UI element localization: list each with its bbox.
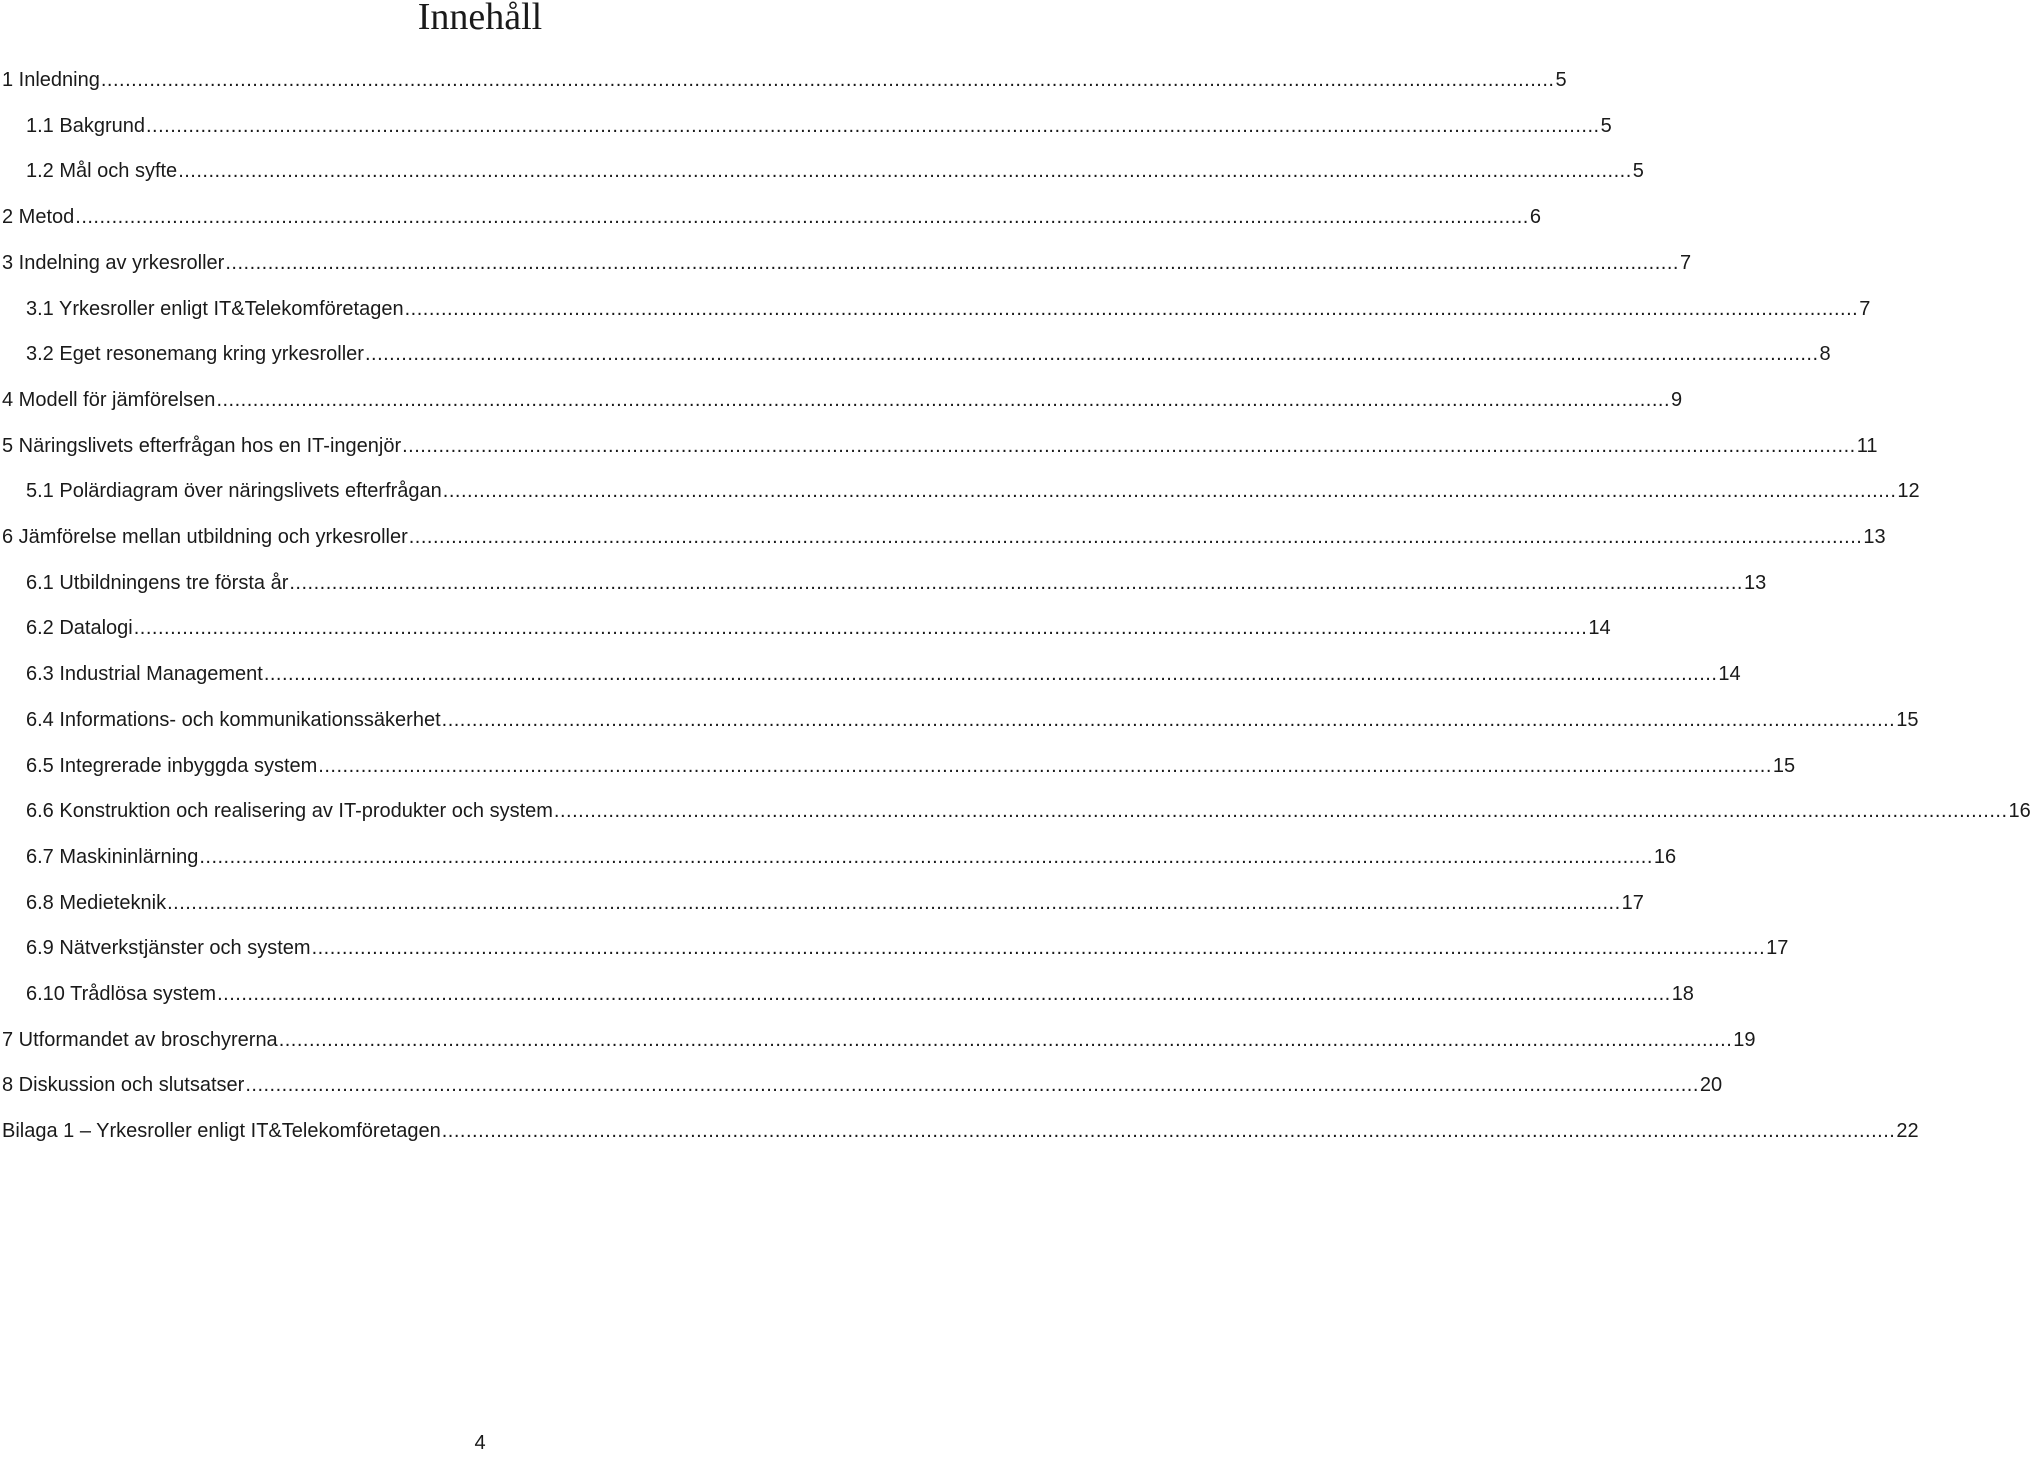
toc-entry[interactable] [0,380,1683,420]
toc-entry[interactable] [0,426,1878,466]
toc-dot-leader [442,1111,1896,1151]
toc-entry-page: 12 [1897,480,1920,503]
toc-entry[interactable] [0,837,1677,877]
toc-entry[interactable] [0,791,2031,831]
toc-dot-leader [199,837,1653,877]
toc-entry[interactable] [0,106,1612,146]
toc-dot-leader [443,471,1897,511]
toc-entry-page: 15 [1896,708,1919,731]
toc-entry[interactable] [0,700,1919,740]
toc-entry[interactable] [0,151,1644,191]
toc-dot-leader [245,1065,1699,1105]
toc-dot-leader [167,883,1621,923]
toc-dot-leader [318,746,1772,786]
toc-entry[interactable] [0,60,1567,100]
toc-dot-leader [289,563,1743,603]
toc-entry-page: 5 [1632,160,1644,183]
toc-entry-label: 5 Näringslivets efterfrågan hos en IT-ingenjör [2,434,402,457]
toc-entry-label: 6.7 Maskininlärning [26,845,199,868]
toc-dot-leader [134,608,1588,648]
toc-entry-page: 13 [1743,571,1767,594]
toc-entry-label: 4 Modell för jämförelsen [2,388,216,411]
toc-entry[interactable] [0,608,1611,648]
toc-entry-label: 6.8 Medieteknik [26,891,167,914]
toc-entry-label: 3.1 Yrkesroller enligt IT&Telekomföretagen [26,297,404,320]
toc-entry[interactable] [0,197,1541,237]
toc-dot-leader [217,974,1671,1014]
toc-entry-page: 5 [1555,69,1567,91]
toc-entry[interactable] [0,243,1692,283]
toc-entry-page: 5 [1600,114,1612,137]
toc-entry-label: 1.1 Bakgrund [26,114,145,137]
toc-entry-label: 6.10 Trådlösa system [26,983,217,1005]
toc-entry-page: 20 [1699,1074,1723,1097]
toc-entry-page: 17 [1766,937,1789,960]
toc-dot-leader [178,151,1632,191]
toc-dot-leader [264,654,1718,694]
toc-entry-page: 8 [1819,343,1831,366]
toc-entry-label: 6 Jämförelse mellan utbildning och yrkesroller [2,526,408,548]
toc-entry[interactable] [0,1020,1756,1060]
toc-dot-leader [225,243,1679,283]
toc-entry-label: 6.4 Informations- och kommunikationssäkerhet [26,708,441,731]
toc-dot-leader [216,380,1670,420]
toc-entry[interactable] [0,654,1741,694]
toc-entry-page: 19 [1733,1028,1756,1051]
toc-entry[interactable] [0,928,1789,968]
toc-dot-leader [101,60,1555,100]
toc-entry[interactable] [0,471,1920,511]
toc-dot-leader [409,517,1863,557]
toc-entry-page: 7 [1859,297,1871,320]
page-number: 4 [474,1432,486,1454]
toc-entry-page: 7 [1679,251,1692,274]
toc-entry[interactable] [0,1111,1919,1151]
toc-entry[interactable] [0,334,1831,374]
toc-entry-page: 14 [1588,617,1611,640]
toc-entry[interactable] [0,746,1796,786]
toc-entry-label: 6.9 Nätverkstjänster och system [26,937,311,960]
toc-entry-page: 11 [1856,434,1878,457]
toc-entry-label: 6.1 Utbildningens tre första år [26,571,289,594]
toc-dot-leader [75,197,1529,237]
toc-dot-leader [312,928,1766,968]
toc-entry-label: 3 Indelning av yrkesroller [2,251,225,274]
toc-entry-page: 15 [1772,754,1796,777]
toc-entry[interactable] [0,517,1886,557]
toc-entry-page: 14 [1718,663,1741,686]
toc-entry-label: 8 Diskussion och slutsatser [2,1074,245,1097]
toc-entry-page: 6 [1529,206,1541,229]
toc-entry[interactable] [0,1065,1723,1105]
toc-entry-label: 7 Utformandet av broschyrerna [2,1028,278,1051]
toc-entry-page: 16 [1653,845,1677,868]
toc-dot-leader [402,426,1856,466]
toc-entry-label: 5.1 Polärdiagram över näringslivets efterfrågan [26,480,442,503]
toc-entry-label: Bilaga 1 – Yrkesroller enligt IT&Telekomföretagen [2,1120,441,1143]
toc-entry[interactable] [0,289,1871,329]
toc-dot-leader [279,1020,1733,1060]
toc-entry-label: 6.5 Integrerade inbyggda system [26,754,318,777]
toc-dot-leader [365,334,1819,374]
toc-entry-label: 6.3 Industrial Management [26,663,263,686]
toc-entry[interactable] [0,974,1694,1014]
toc-entry-page: 13 [1863,526,1886,548]
toc-entry-page: 9 [1671,388,1683,411]
toc-entry-page: 16 [2008,800,2031,823]
toc-dot-leader [554,791,2008,831]
toc-entry-page: 18 [1671,983,1694,1005]
toc-entry-label: 6.2 Datalogi [26,617,133,640]
toc-dot-leader [442,700,1896,740]
toc-entry-label: 1 Inledning [2,69,100,91]
toc-entry-label: 1.2 Mål och syfte [26,160,178,183]
toc-entry-page: 22 [1896,1120,1919,1143]
toc-entry[interactable] [0,563,1767,603]
toc-entry-label: 3.2 Eget resonemang kring yrkesroller [26,343,364,366]
toc-entry-label: 2 Metod [2,206,75,229]
toc-dot-leader [146,106,1600,146]
page-title: Innehåll [417,0,543,38]
toc-entry[interactable] [0,883,1644,923]
toc-dot-leader [405,289,1859,329]
toc-entry-label: 6.6 Konstruktion och realisering av IT-produkter och system [26,800,553,823]
toc-entry-page: 17 [1621,891,1644,914]
